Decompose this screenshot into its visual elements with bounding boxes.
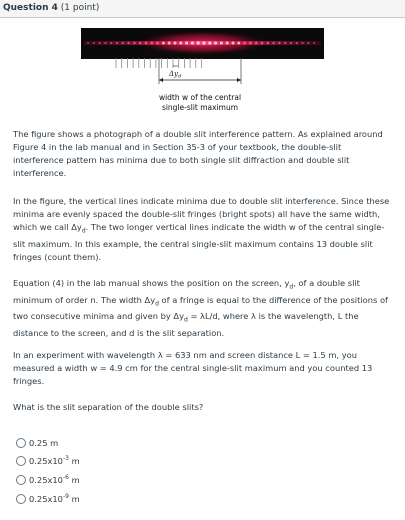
fringe-dot xyxy=(168,42,171,45)
fringe-dot xyxy=(156,42,159,45)
fringe-dot xyxy=(261,42,264,45)
fringe-dot xyxy=(272,42,274,44)
fringe-dot xyxy=(243,42,246,45)
fringe-dot xyxy=(197,41,200,44)
fringe-dot xyxy=(220,42,223,45)
option-label: $0.25x10^{-9}$ m xyxy=(29,493,80,504)
radio-button[interactable] xyxy=(16,475,26,485)
figure-explanation-paragraph: In the figure, the vertical lines indicate minima due to double slit interference. Since these minima are evenly spaced the double-slit fringes (bright spots) all have the same width, which we call $\Delta y_d$. The two longer vertical lines indicate the width w of the central single-slit maximum. In this example, the central single-slit maximum contains 13 double slit fringes (count them). xyxy=(13,196,390,262)
fringe-dot xyxy=(278,42,280,44)
fringe-dot xyxy=(116,42,118,44)
fringe-dot xyxy=(150,42,153,45)
fringe-dot xyxy=(87,42,89,44)
option-label: 0.25 m xyxy=(29,437,59,448)
answer-option-4[interactable] xyxy=(16,492,80,505)
fringe-dot xyxy=(226,42,229,45)
fringe-dot xyxy=(185,41,188,44)
width-arrow-right-head xyxy=(237,78,241,82)
fringe-dot xyxy=(174,42,177,45)
answer-option-2[interactable] xyxy=(16,454,80,467)
fringe-dot xyxy=(302,42,304,44)
fringe-dot xyxy=(208,41,211,44)
fringe-dot xyxy=(267,42,270,45)
fringe-dot xyxy=(284,42,286,44)
radio-button[interactable] xyxy=(16,438,26,448)
experiment-paragraph: In an experiment with wavelength λ = 633 nm and screen distance L = 1.5 m, you measured a width w = 4.9 cm for the central single-slit maximum and you counted 13 fringes. xyxy=(13,350,373,386)
fringe-dot xyxy=(145,42,148,45)
fringe-dot xyxy=(202,41,205,44)
fringe-dot xyxy=(99,42,101,44)
fringe-dot xyxy=(290,42,292,44)
fringe-dot xyxy=(93,42,95,44)
option-label: $0.25x10^{-3}$ m xyxy=(29,455,80,466)
fringe-dot xyxy=(133,42,136,45)
equation-paragraph: Equation (4) in the lab manual shows the position on the screen, $y_d$, of a double slit minimum of order n. The width $\Delta y_d$ of a fringe is equal to the difference of the positions of two consecutive minima and given by $\Delta y_d = \lambda L/d$, where λ is the wavelength, L the distance to the screen, and d is the slit separation. xyxy=(13,278,388,338)
question-title: Question 4 xyxy=(3,3,58,13)
fringe-dot xyxy=(139,42,142,45)
answer-option-1[interactable] xyxy=(16,436,58,449)
width-arrow-left-head xyxy=(159,78,163,82)
fringe-dot xyxy=(214,41,217,44)
fringe-dot xyxy=(249,42,252,45)
fringe-dot xyxy=(313,42,315,44)
fringe-dot xyxy=(179,42,182,45)
fringe-dot xyxy=(232,42,235,45)
delta-yd-label: $\Delta y_d$ xyxy=(169,70,182,80)
radio-button[interactable] xyxy=(16,456,26,466)
option-label: $0.25x10^{-6}$ m xyxy=(29,474,80,485)
fringe-dot xyxy=(110,42,112,44)
fringe-dot xyxy=(296,42,298,44)
question-prompt: What is the slit separation of the double slits? xyxy=(13,402,204,412)
caption-line-1: width w of the central xyxy=(158,93,242,102)
fringe-dot xyxy=(127,42,129,44)
figure-caption xyxy=(130,93,270,113)
answer-option-3[interactable] xyxy=(16,473,80,486)
fringe-dot xyxy=(104,42,106,44)
fringe-dot xyxy=(191,41,194,44)
fringe-dot xyxy=(307,42,309,44)
radio-button[interactable] xyxy=(16,494,26,504)
fringe-dot xyxy=(162,42,165,45)
question-points: (1 point) xyxy=(60,3,100,13)
fringe-dot xyxy=(237,42,240,45)
caption-line-2: single-slit maximum xyxy=(161,103,239,112)
fringe-dot xyxy=(122,42,124,44)
interference-figure xyxy=(0,0,405,130)
fringe-dot xyxy=(255,42,258,45)
intro-paragraph: The figure shows a photograph of a double slit interference pattern. As explained around Figure 4 in the lab manual and in Section 35-3 of your textbook, the double-slit interference pattern has minima due to both single slit diffraction and double slit interference. xyxy=(13,129,383,178)
